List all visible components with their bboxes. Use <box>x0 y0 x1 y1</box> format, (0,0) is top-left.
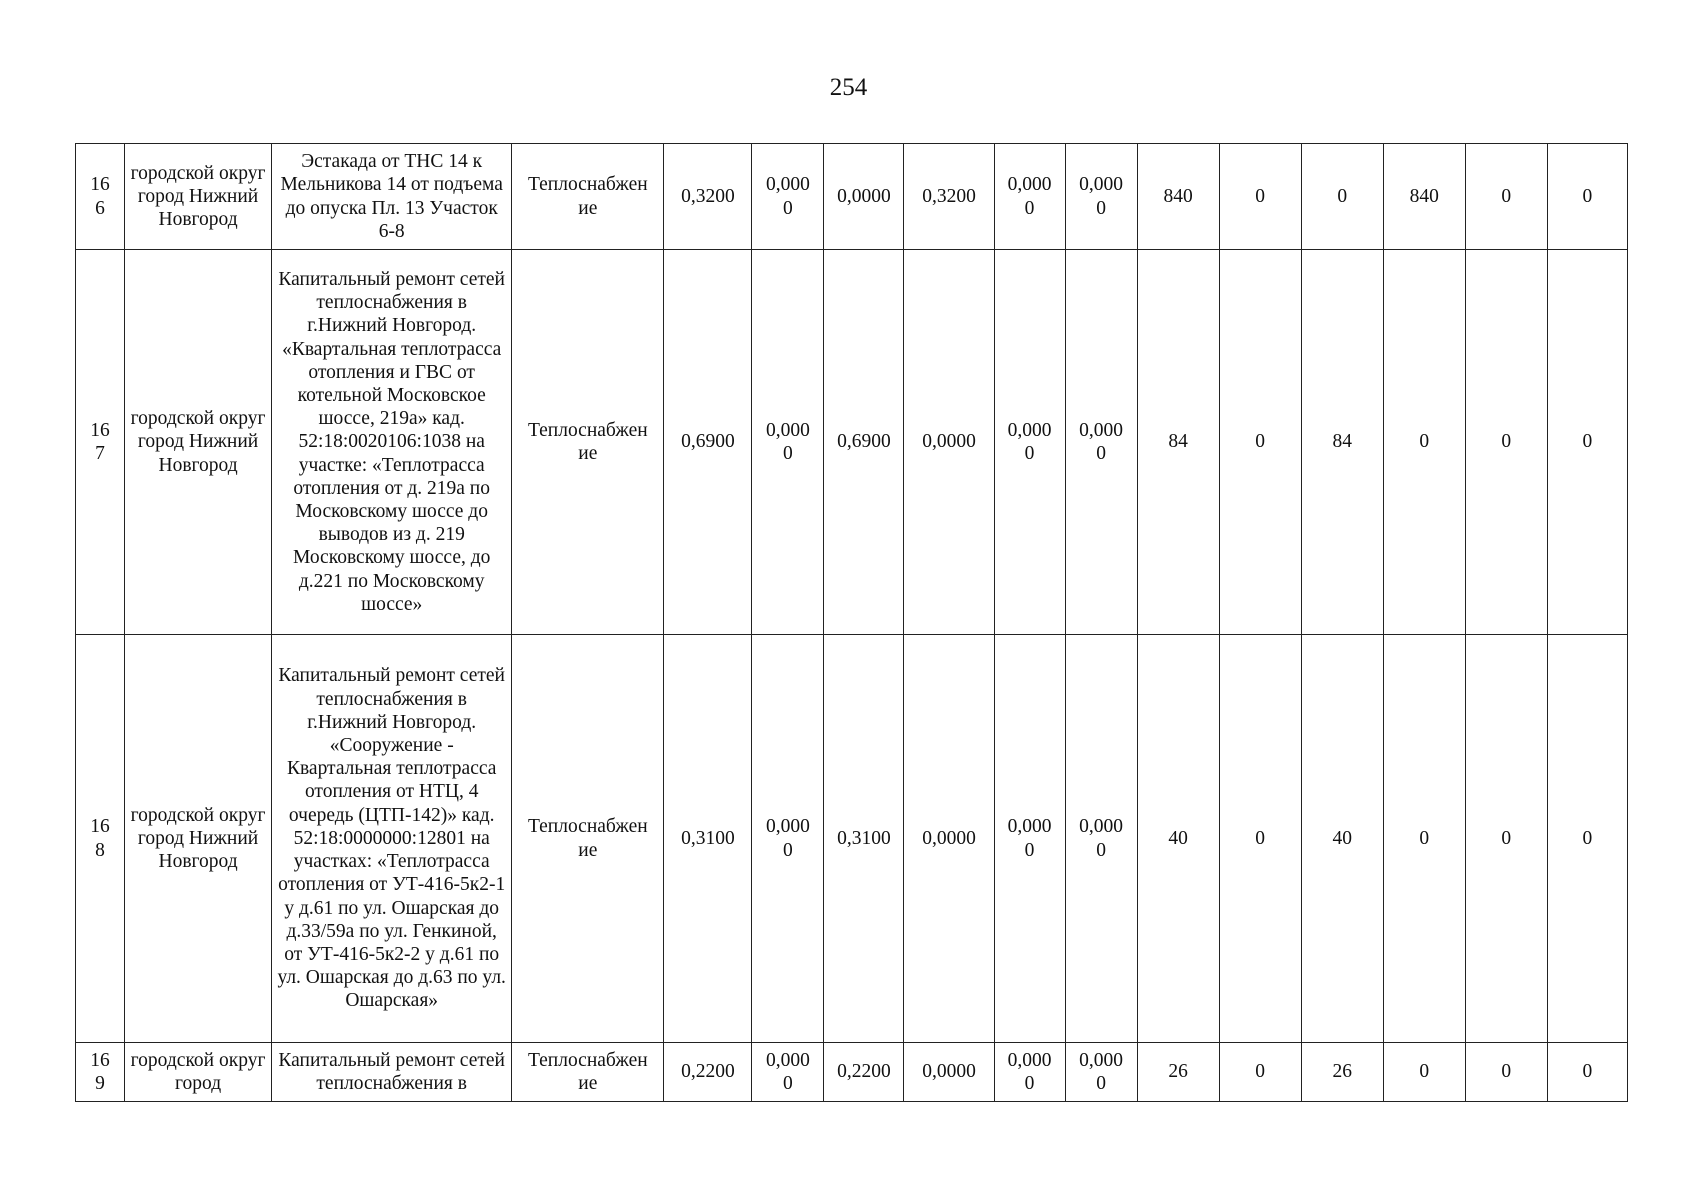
value-cell: 0,000 0 <box>752 635 824 1043</box>
row-number: 16 6 <box>76 144 125 250</box>
value-cell: 0 <box>1547 144 1627 250</box>
value-cell: 0 <box>1547 1043 1627 1102</box>
description-cell: Капитальный ремонт сетей теплоснабжения в <box>272 1043 512 1102</box>
value-cell: 0 <box>1547 250 1627 635</box>
value-cell: 0 <box>1219 635 1301 1043</box>
value-cell: 0,000 0 <box>752 1043 824 1102</box>
value-cell: 0,2200 <box>664 1043 752 1102</box>
value-cell: 0,0000 <box>904 1043 994 1102</box>
value-cell: 0,6900 <box>664 250 752 635</box>
table-row <box>76 1043 1628 1102</box>
value-cell: 0 <box>1547 635 1627 1043</box>
value-cell: 0,0000 <box>904 635 994 1043</box>
value-cell: 0,3100 <box>824 635 904 1043</box>
value-cell: 0 <box>1301 144 1383 250</box>
page-number: 254 <box>829 74 868 101</box>
table-row <box>76 250 1628 635</box>
table-row <box>76 144 1628 250</box>
value-cell: 26 <box>1137 1043 1219 1102</box>
value-cell: 0,000 0 <box>1065 635 1137 1043</box>
value-cell: 0,2200 <box>824 1043 904 1102</box>
value-cell: 0,000 0 <box>994 144 1065 250</box>
value-cell: 0,000 0 <box>752 250 824 635</box>
district-cell: городской округ город Нижний Новгород <box>125 250 272 635</box>
value-cell: 0,0000 <box>824 144 904 250</box>
value-cell: 0,000 0 <box>1065 144 1137 250</box>
row-number: 16 9 <box>76 1043 125 1102</box>
value-cell: 40 <box>1301 635 1383 1043</box>
row-number: 16 7 <box>76 250 125 635</box>
value-cell: 0 <box>1465 250 1547 635</box>
value-cell: 84 <box>1137 250 1219 635</box>
value-cell: 0 <box>1465 635 1547 1043</box>
value-cell: 26 <box>1301 1043 1383 1102</box>
value-cell: 0,000 0 <box>994 1043 1065 1102</box>
value-cell: 0,000 0 <box>994 635 1065 1043</box>
description-cell: Капитальный ремонт сетей теплоснабжения в г.Нижний Новгород. «Квартальная теплотрасса отопления и ГВС от котельной Московское шоссе, 219а» кад. 52:18:0020106:1038 на участке: «Теплотрасса отопления от д. 219а по Московскому шоссе до выводов из д. 219 Московскому шоссе, до д.221 по Московскому шоссе» <box>272 250 512 635</box>
type-cell: Теплоснабжен ие <box>512 250 664 635</box>
value-cell: 40 <box>1137 635 1219 1043</box>
value-cell: 0 <box>1219 1043 1301 1102</box>
row-number: 16 8 <box>76 635 125 1043</box>
description-cell: Эстакада от ТНС 14 к Мельникова 14 от подъема до опуска Пл. 13 Участок 6-8 <box>272 144 512 250</box>
table-row <box>76 635 1628 1043</box>
type-cell: Теплоснабжен ие <box>512 1043 664 1102</box>
value-cell: 0,3200 <box>664 144 752 250</box>
value-cell: 0,000 0 <box>752 144 824 250</box>
value-cell: 0 <box>1383 1043 1465 1102</box>
type-cell: Теплоснабжен ие <box>512 144 664 250</box>
value-cell: 840 <box>1383 144 1465 250</box>
value-cell: 0,000 0 <box>1065 1043 1137 1102</box>
value-cell: 0,0000 <box>904 250 994 635</box>
value-cell: 0 <box>1383 250 1465 635</box>
value-cell: 0,000 0 <box>994 250 1065 635</box>
value-cell: 0,3100 <box>664 635 752 1043</box>
district-cell: городской округ город Нижний Новгород <box>125 635 272 1043</box>
district-cell: городской округ город <box>125 1043 272 1102</box>
description-cell: Капитальный ремонт сетей теплоснабжения в г.Нижний Новгород. «Сооружение - Квартальная теплотрасса отопления от НТЦ, 4 очередь (ЦТП-142)» кад. 52:18:0000000:12801 на участках: «Теплотрасса отопления от УТ-416-5к2-1 у д.61 по ул. Ошарская до д.33/59а по ул. Генкиной, от УТ-416-5к2-2 у д.61 по ул. Ошарская до д.63 по ул. Ошарская» <box>272 635 512 1043</box>
value-cell: 0 <box>1219 144 1301 250</box>
value-cell: 84 <box>1301 250 1383 635</box>
value-cell: 0 <box>1465 144 1547 250</box>
type-cell: Теплоснабжен ие <box>512 635 664 1043</box>
district-cell: городской округ город Нижний Новгород <box>125 144 272 250</box>
value-cell: 0,6900 <box>824 250 904 635</box>
value-cell: 0 <box>1383 635 1465 1043</box>
value-cell: 840 <box>1137 144 1219 250</box>
value-cell: 0,3200 <box>904 144 994 250</box>
value-cell: 0 <box>1219 250 1301 635</box>
data-table <box>75 143 1628 1102</box>
value-cell: 0 <box>1465 1043 1547 1102</box>
value-cell: 0,000 0 <box>1065 250 1137 635</box>
